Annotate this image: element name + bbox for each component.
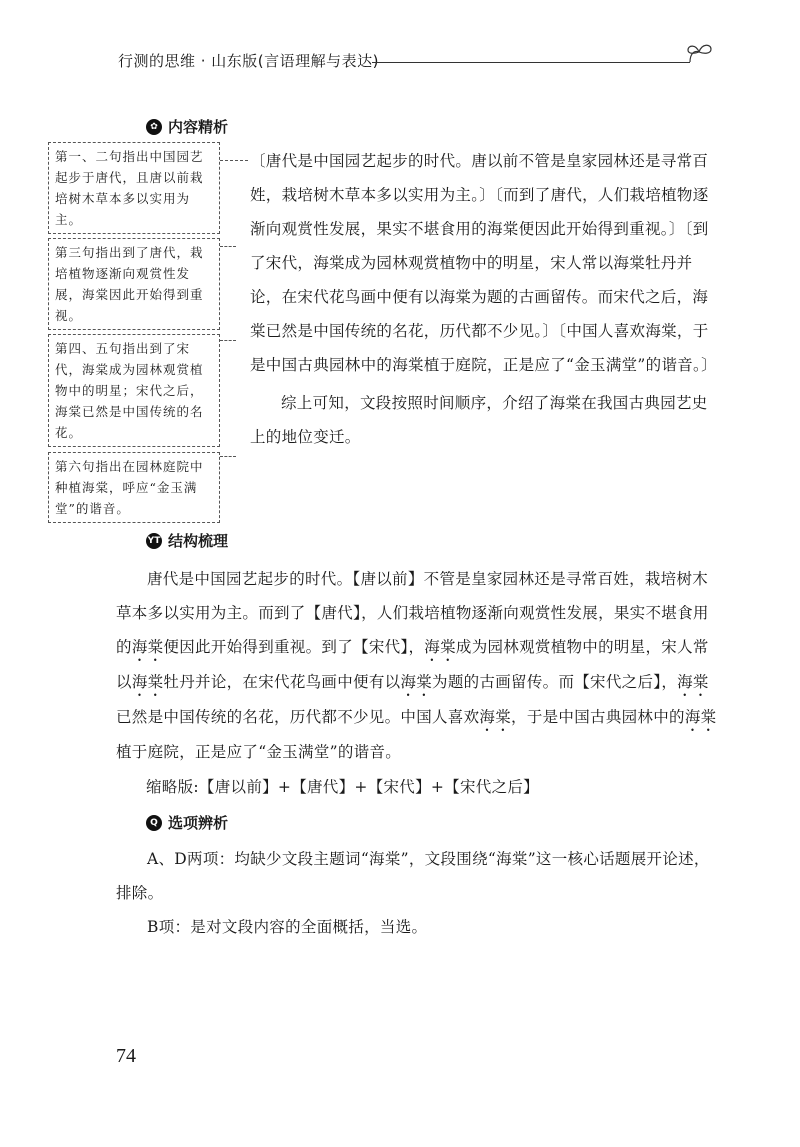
note-connector	[220, 340, 236, 341]
structure-text: 为题的古画留传。而	[432, 673, 575, 691]
emphasized-keyword: 海棠	[131, 673, 164, 691]
emphasized-keyword: 海棠	[400, 673, 433, 691]
page-number: 74	[116, 1045, 136, 1067]
structure-text: 【宋代】	[353, 638, 409, 656]
section-title: 选项辨析	[168, 814, 229, 832]
abridged-version: 缩略版:【唐以前】+【唐代】+【宋代】+【宋代之后】	[146, 778, 539, 796]
structure-text: ，	[661, 673, 678, 691]
section-content-analysis	[146, 116, 228, 137]
structure-text: 便因此开始得到重视。到了	[163, 638, 354, 656]
section-title: 内容精析	[168, 118, 229, 136]
structure-text: 成为园林观赏植物中的明星，宋人常以	[116, 638, 709, 691]
note-connector	[220, 246, 236, 247]
structure-text: 已然是中国传统的名花，历代都不少见。中国人喜欢	[116, 708, 480, 726]
margin-note-4: 第六句指出在园林庭院中种植海棠，呼应“金玉满堂”的谐音。	[48, 452, 220, 523]
emphasized-keyword: 海棠	[677, 673, 709, 691]
segment-3: 〔到了宋代，海棠成为园林观赏植物中的明星，宋人常以海棠牡丹并论，在宋代花鸟画中便有以海棠为题的古画留传。而宋代之后，海棠已然是中国传统的名花，历代都不少见。〕	[250, 220, 709, 340]
segment-1: 〔唐代是中国园艺起步的时代。唐以前不管是皇家园林还是寻常百姓，栽培树木草本多以实用为主。〕	[250, 152, 709, 204]
structure-text: 唐代是中国园艺起步的时代。	[147, 570, 353, 588]
option-ad: A、D两项：均缺少文段主题词“海棠”，文段围绕“海棠”这一核心话题展开论述，排除。	[116, 850, 710, 902]
structure-text: 【唐代】	[305, 604, 362, 622]
structure-text: 【宋代之后】	[574, 673, 662, 691]
margin-note-1: 第一、二句指出中国园艺起步于唐代，且唐以前栽培树木草本多以实用为主。	[48, 142, 220, 234]
structure-text: ，人们栽培植物逐渐向观赏性发展，果实不堪食用的	[116, 604, 709, 656]
emphasized-keyword: 海棠	[131, 638, 164, 656]
structure-badge-icon: YT	[146, 533, 162, 549]
emphasized-keyword: 海棠	[684, 708, 717, 726]
structure-text: 植于庭院，正是应了“金玉满堂”的谐音。	[116, 743, 402, 761]
analysis-summary: 综上可知，文段按照时间顺序，介绍了海棠在我国古典园艺史上的地位变迁。	[250, 394, 708, 446]
note-connector	[220, 456, 236, 457]
margin-note-2: 第三句指出到了唐代，栽培植物逐渐向观赏性发展，海棠因此开始得到重视。	[48, 238, 220, 330]
structure-paragraph	[116, 562, 720, 769]
sprout-leaf-icon	[684, 40, 714, 64]
section-options	[146, 812, 228, 833]
note-connector	[220, 160, 248, 161]
segment-2: 〔而到了唐代，人们栽培植物逐渐向观赏性发展，果实不堪食用的海棠便因此开始得到重视。〕	[250, 186, 709, 238]
clover-badge-icon: ✿	[146, 119, 162, 135]
section-structure	[146, 530, 228, 551]
margin-note-3: 第四、五句指出到了宋代，海棠成为园林观赏植物中的明星；宋代之后，海棠已然是中国传统的名花。	[48, 334, 220, 447]
emphasized-keyword: 海棠	[424, 638, 456, 656]
structure-text: 牡丹并论，在宋代花鸟画中便有以	[163, 673, 401, 691]
structure-text: 不管是皇家园林还是寻常百姓，栽培树木草本多以实用为主。而到了	[116, 570, 709, 622]
running-header: 行测的思维 · 山东版(言语理解与表达)	[118, 52, 380, 70]
emphasized-keyword: 海棠	[479, 708, 512, 726]
header-rule	[372, 62, 690, 63]
section-title: 结构梳理	[168, 532, 229, 550]
option-b: B项：是对文段内容的全面概括，当选。	[147, 918, 428, 936]
structure-text: 【唐以前】	[352, 570, 424, 588]
structure-text: ，于是中国古典园林中的	[511, 708, 685, 726]
segment-4: 〔中国人喜欢海棠，于是中国古典园林中的海棠植于庭院，正是应了“金玉满堂”的谐音。〕	[250, 322, 717, 374]
options-badge-icon: Q	[146, 815, 162, 831]
analysis-paragraph	[250, 144, 720, 382]
structure-text: ，	[408, 638, 425, 656]
